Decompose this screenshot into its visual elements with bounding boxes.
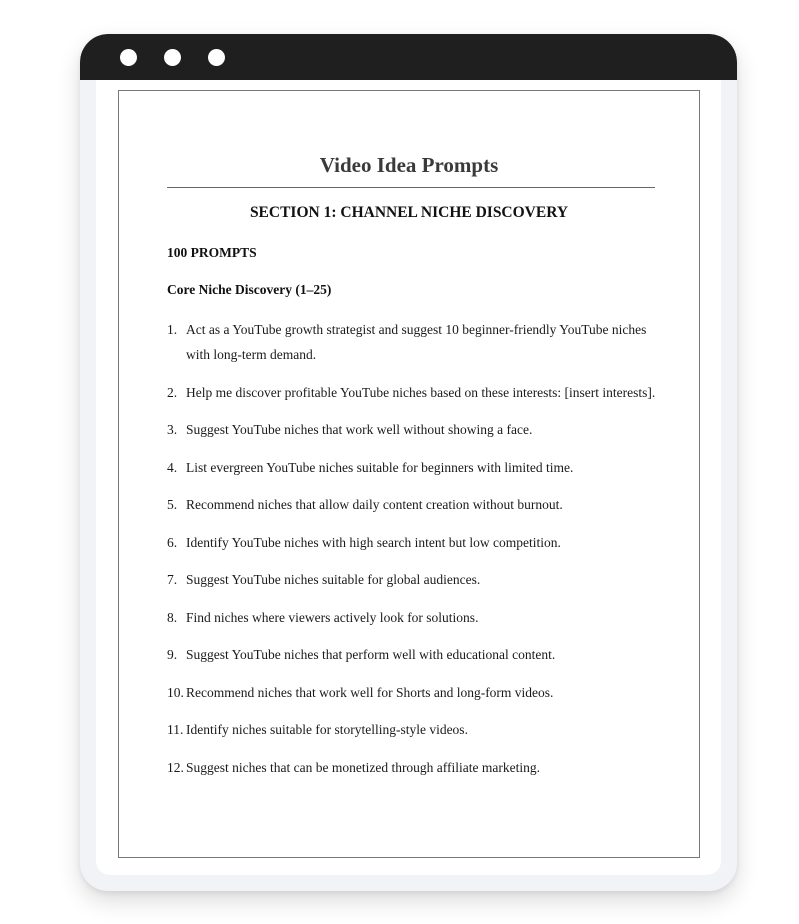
window-content (96, 80, 721, 875)
prompt-number: 8. (167, 609, 178, 625)
window-dot-icon (164, 49, 181, 66)
prompt-item (167, 492, 657, 517)
prompt-text: Recommend niches that work well for Shorts and long-form videos. (186, 684, 554, 700)
prompt-text: Recommend niches that allow daily content creation without burnout. (186, 497, 563, 512)
prompt-number: 4. (167, 459, 178, 475)
prompt-text: Find niches where viewers actively look for solutions. (186, 609, 479, 625)
prompt-number: 3. (167, 422, 178, 437)
prompt-number: 2. (167, 384, 178, 400)
prompt-count-label: 100 PROMPTS (167, 245, 257, 260)
prompt-text: Suggest niches that can be monetized through affiliate marketing. (186, 759, 541, 775)
prompt-list (167, 317, 657, 792)
prompt-text: Suggest YouTube niches suitable for global audiences. (186, 572, 481, 587)
prompt-number: 7. (167, 572, 178, 587)
prompt-item (167, 717, 657, 742)
prompt-number: 12. (167, 759, 184, 775)
prompt-item (167, 567, 657, 592)
prompt-item (167, 680, 657, 705)
window-dot-icon (120, 49, 137, 66)
prompt-item (167, 455, 657, 480)
prompt-text: Help me discover profitable YouTube niches based on these interests: [insert interests]. (186, 384, 656, 400)
prompt-item (167, 417, 657, 442)
prompt-number: 9. (167, 647, 178, 662)
prompt-text: Act as a YouTube growth strategist and suggest 10 beginner-friendly YouTube niches with long-term demand. (186, 322, 647, 362)
subsection-heading: Core Niche Discovery (1–25) (167, 282, 332, 297)
window-titlebar (80, 34, 737, 80)
prompt-item (167, 380, 657, 405)
prompt-item (167, 317, 657, 367)
window-dot-icon (208, 49, 225, 66)
title-divider (167, 187, 655, 188)
prompt-item (167, 642, 657, 667)
document-title: Video Idea Prompts (319, 153, 499, 177)
prompt-text: Identify niches suitable for storytelling-style videos. (186, 722, 468, 737)
prompt-number: 10. (167, 684, 184, 700)
prompt-number: 6. (167, 534, 178, 550)
prompt-text: List evergreen YouTube niches suitable for beginners with limited time. (186, 459, 574, 475)
prompt-number: 1. (167, 322, 178, 337)
prompt-item (167, 755, 657, 780)
section-heading: SECTION 1: CHANNEL NICHE DISCOVERY (249, 204, 569, 221)
prompt-item (167, 605, 657, 630)
prompt-item (167, 530, 657, 555)
prompt-text: Suggest YouTube niches that perform well with educational content. (186, 647, 556, 662)
app-window (80, 34, 737, 891)
prompt-number: 5. (167, 497, 178, 512)
prompt-text: Suggest YouTube niches that work well without showing a face. (186, 422, 533, 437)
prompt-number: 11. (167, 722, 184, 737)
document-page (118, 90, 700, 858)
prompt-text: Identify YouTube niches with high search intent but low competition. (186, 534, 561, 550)
